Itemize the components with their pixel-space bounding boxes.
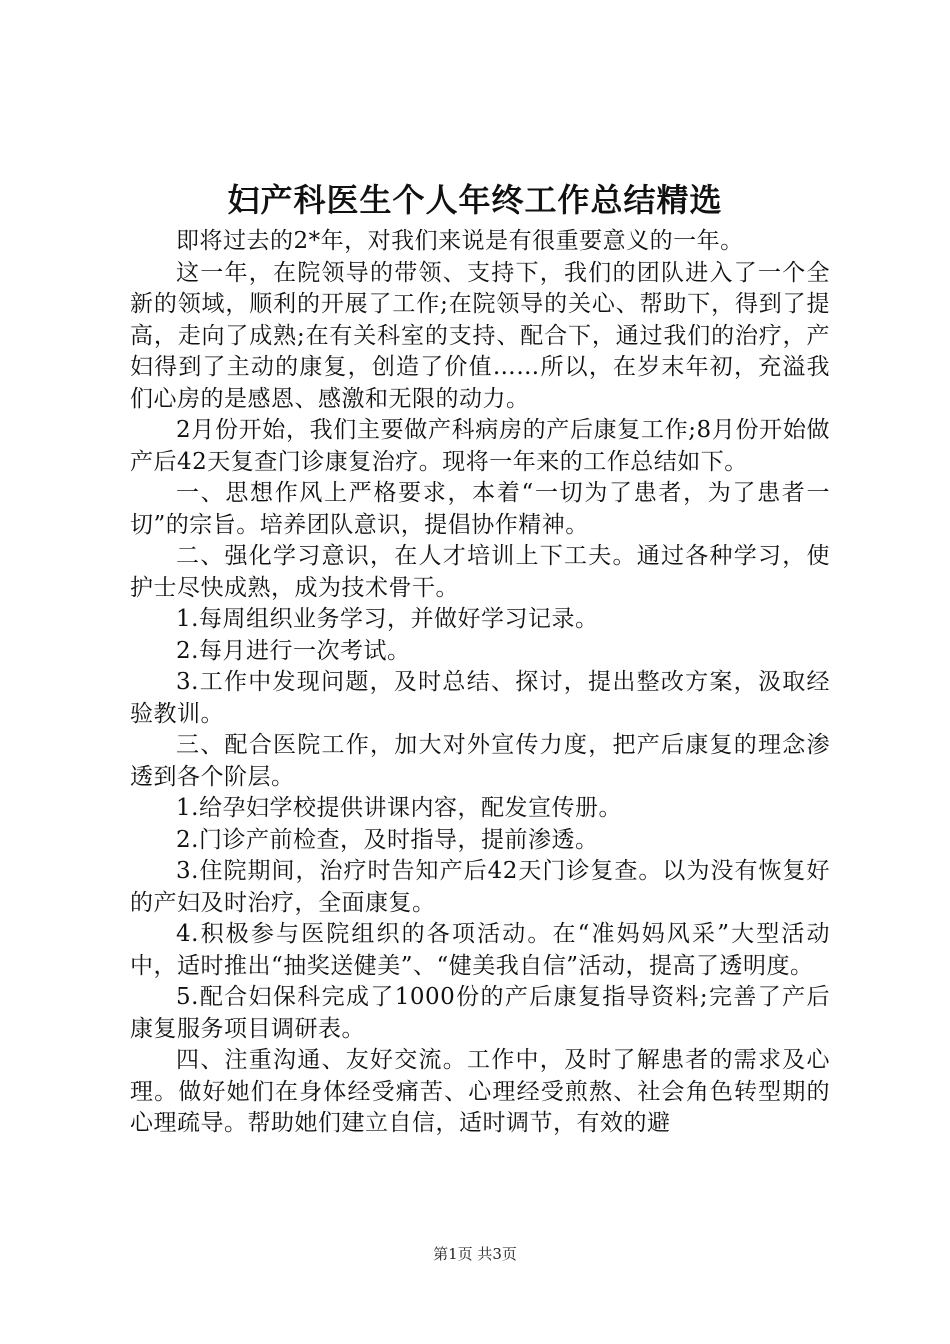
page-number-footer: 第1页 共3页 [433,1245,517,1263]
paragraph: 这一年，在院领导的带领、支持下，我们的团队进入了一个全新的领域，顺利的开展了工作;在院领导的关心、帮助下，得到了提高，走向了成熟;在有关科室的支持、配合下，通过我们的治疗，产妇得到了主动的康复，创造了价值……所以，在岁末年初，充溢我们心房的是感恩、感激和无限的动力。 [130,259,830,412]
paragraph: 二、强化学习意识，在人才培训上下工夫。通过各种学习，使护士尽快成熟，成为技术骨干。 [130,543,830,601]
paragraph: 4.积极参与医院组织的各项活动。在“准妈妈风采”大型活动中，适时推出“抽奖送健美”、“健美我自信”活动，提高了透明度。 [130,921,830,979]
document-title: 妇产科医生个人年终工作总结精选 [227,181,723,219]
paragraph: 5.配合妇保科完成了1000份的产后康复指导资料;完善了产后康复服务项目调研表。 [130,984,830,1042]
paragraph: 一、思想作风上严格要求，本着“一切为了患者，为了患者一切”的宗旨。培养团队意识，提倡协作精神。 [130,480,830,538]
paragraph: 1.每周组织业务学习，并做好学习记录。 [176,606,599,632]
paragraph: 三、配合医院工作，加大对外宣传力度，把产后康复的理念渗透到各个阶层。 [130,732,830,790]
paragraph: 即将过去的2*年，对我们来说是有很重要意义的一年。 [176,228,744,254]
paragraph: 3.住院期间，治疗时告知产后42天门诊复查。以为没有恢复好的产妇及时治疗，全面康复。 [130,858,830,916]
paragraph: 1.给孕妇学校提供讲课内容，配发宣传册。 [176,795,622,821]
paragraph: 2月份开始，我们主要做产科病房的产后康复工作;8月份开始做产后42天复查门诊康复治疗。现将一年来的工作总结如下。 [130,417,830,475]
paragraph: 2.门诊产前检查，及时指导，提前渗透。 [176,826,599,853]
document-body [130,226,830,1140]
paragraph: 3.工作中发现问题，及时总结、探讨，提出整改方案，汲取经验教训。 [130,669,830,727]
paragraph: 2.每月进行一次考试。 [176,637,411,664]
paragraph: 四、注重沟通、友好交流。工作中，及时了解患者的需求及心理。做好她们在身体经受痛苦、心理经受煎熬、社会角色转型期的心理疏导。帮助她们建立自信，适时调节，有效的避 [130,1047,830,1136]
